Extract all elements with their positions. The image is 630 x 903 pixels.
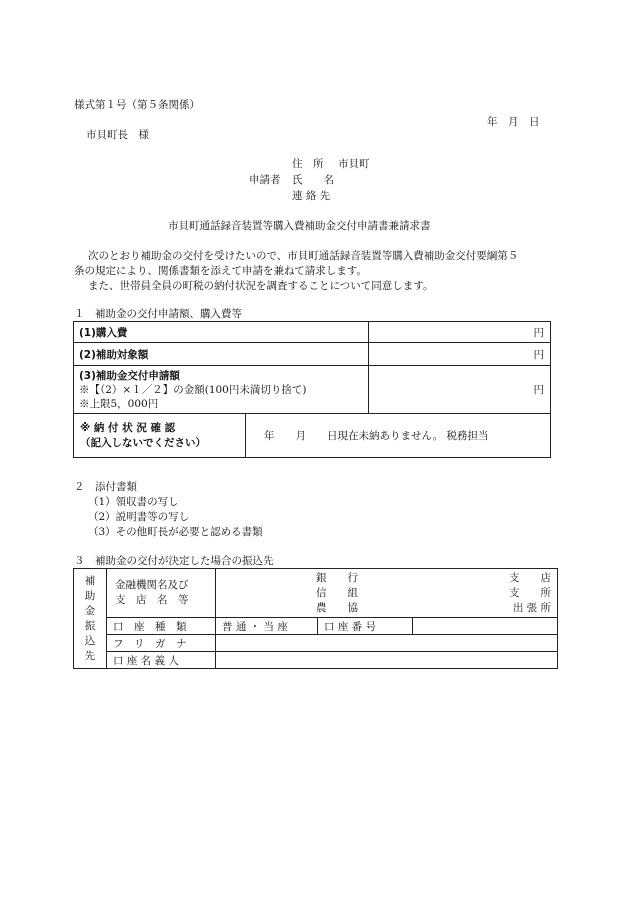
section3-heading: ３ 補助金の交付が決定した場合の振込先 — [74, 555, 274, 567]
account-holder-label: 口 座 名 義 人 — [107, 652, 216, 669]
purchase-cost-label: (1)購入費 — [79, 326, 128, 339]
furigana-label: フ リ ガ ナ — [107, 635, 216, 652]
address-value: 市貝町 — [338, 158, 370, 170]
section1-heading: １ 補助金の交付申請額、購入費等 — [74, 308, 242, 320]
bank-branch-field[interactable] — [216, 569, 558, 618]
furigana-field[interactable] — [216, 635, 558, 652]
amount-table — [73, 321, 551, 458]
yen-unit: 円 — [533, 384, 544, 396]
account-type-value[interactable]: 普 通 ・ 当 座 — [216, 618, 318, 635]
attachment-item: （3）その他町長が必要と認める書類 — [88, 526, 263, 538]
body-para2: また、世帯員全員の町税の納付状況を調査することについて同意します。 — [88, 280, 434, 292]
body-para1-line2: 条の規定により、関係書類を添えて申請を兼ねて請求します。 — [74, 265, 367, 277]
eligible-amount-label: (2)補助対象額 — [79, 348, 149, 361]
account-holder-field[interactable] — [216, 652, 558, 669]
addressee: 市貝町長 様 — [86, 129, 149, 141]
account-number-label: 口 座 番 号 — [318, 618, 413, 635]
contact-label: 連 絡 先 — [292, 190, 331, 202]
bank-name-label: 金融機関名及び — [115, 579, 189, 591]
bank-type-options: 銀 行 信 組 農 協 — [316, 572, 358, 614]
request-amount-label: (3)補助金交付申請額 — [79, 369, 180, 382]
transfer-account-table — [73, 568, 558, 669]
branch-name-label: 支 店 名 等 — [115, 594, 189, 606]
yen-unit: 円 — [533, 348, 544, 361]
request-amount-field[interactable] — [369, 366, 551, 414]
request-amount-note-cap: ※上限5，000円 — [79, 397, 159, 410]
transfer-destination-label: 補 助 金 振 込 先 — [74, 569, 107, 669]
form-number: 様式第１号（第５条関係） — [74, 99, 200, 111]
payment-confirm-label: ※ 納 付 状 況 確 認 — [80, 421, 176, 434]
applicant-prefix: 申請者 — [249, 174, 281, 186]
payment-confirm-value: 年 月 日現在未納ありません。 税務担当 — [246, 414, 551, 458]
branch-type-options: 支 店 支 所 出 張 所 — [509, 572, 551, 614]
body-para1-line1: 次のとおり補助金の交付を受けたいので、市貝町通話録音装置等購入費補助金交付要綱第５ — [88, 250, 519, 262]
account-number-field[interactable] — [413, 618, 558, 635]
purchase-cost-field[interactable] — [369, 322, 551, 343]
request-amount-note-calc: ※【（2）×１／２】の金額(100円未満切り捨て) — [79, 383, 307, 396]
address-label: 住 所 — [292, 158, 324, 170]
date-line: 年 月 日 — [487, 116, 540, 128]
eligible-amount-field[interactable] — [369, 343, 551, 366]
yen-unit: 円 — [533, 326, 544, 339]
name-label: 氏 名 — [292, 174, 334, 186]
document-title: 市貝町通話録音装置等購入費補助金交付申請書兼請求書 — [168, 220, 431, 232]
attachment-item: （1）領収書の写し — [88, 496, 179, 508]
section2-heading: ２ 添付書類 — [74, 481, 137, 493]
account-type-label: 口 座 種 類 — [107, 618, 216, 635]
payment-confirm-note: （記入しないでください） — [80, 436, 206, 449]
attachment-item: （2）説明書等の写し — [88, 511, 190, 523]
